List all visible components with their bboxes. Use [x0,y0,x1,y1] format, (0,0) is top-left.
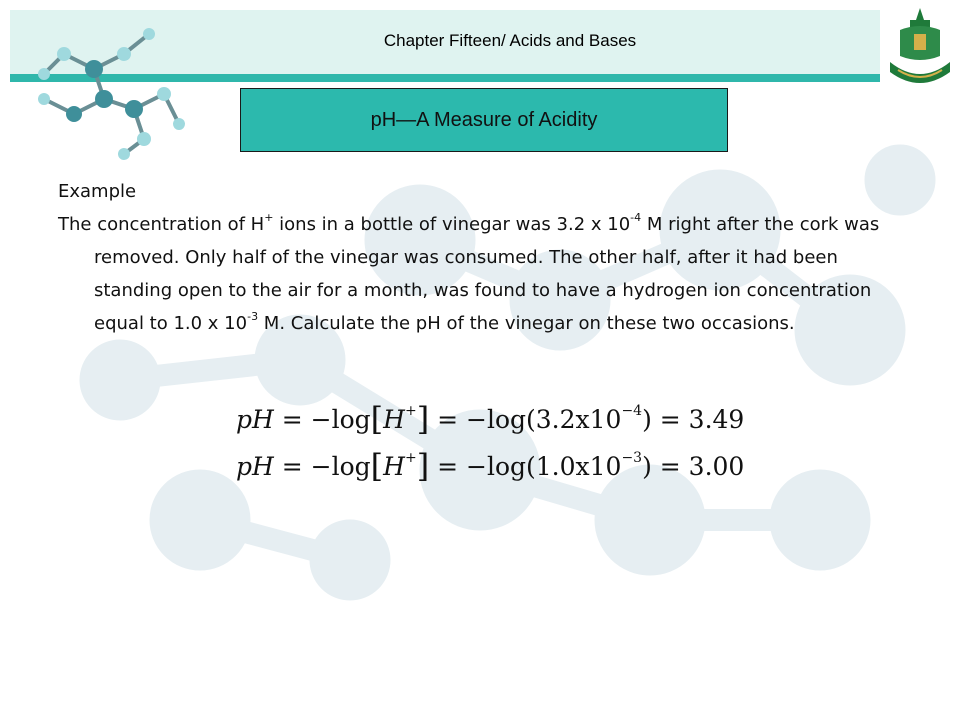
paragraph-part: M right after the cork was removed. Only half of the vinegar was consumed. The other half, after it had been standing open to the air for a month, was found to have a hydrogen ion concentration equal to 1.0 x 10 [94,214,880,334]
eq-result: ) = 3.49 [642,405,745,434]
eq-h: H [383,405,405,434]
chapter-title: Chapter Fifteen/ Acids and Bases [383,31,637,50]
superscript: -3 [247,310,259,323]
eq-exponent: −4 [621,402,643,419]
eq-result: ) = 3.00 [642,452,745,481]
bracket-close: ] [416,400,430,438]
eq-part: = −log(3.2x10 [429,405,622,434]
eq-part: = −log(1.0x10 [429,452,622,481]
eq-lhs: pH [236,405,274,434]
eq-lhs: pH [236,452,274,481]
paragraph-part: ions in a bottle of vinegar was 3.2 x 10 [273,214,631,235]
superscript: + [264,211,274,224]
eq-h-sup: + [404,449,417,466]
bracket-open: [ [370,400,384,438]
bracket-close: ] [416,447,430,485]
eq-part: = −log [273,405,371,434]
paragraph-part: M. Calculate the pH of the vinegar on these two occasions. [258,313,795,334]
eq-h-sup: + [404,402,417,419]
molecule-icon [24,14,194,164]
equation-1 [236,398,744,436]
example-paragraph [58,208,913,340]
example-body [58,175,913,340]
bracket-open: [ [370,447,384,485]
superscript: -4 [630,211,642,224]
eq-h: H [383,452,405,481]
example-label: Example [58,181,137,202]
eq-part: = −log [273,452,371,481]
slide-subtitle [240,88,728,152]
paragraph-part: The concentration of H [58,214,265,235]
subtitle-text: pH—A Measure of Acidity [370,108,598,131]
eq-exponent: −3 [621,449,643,466]
equation-2 [236,445,744,483]
university-logo-icon [880,0,960,96]
